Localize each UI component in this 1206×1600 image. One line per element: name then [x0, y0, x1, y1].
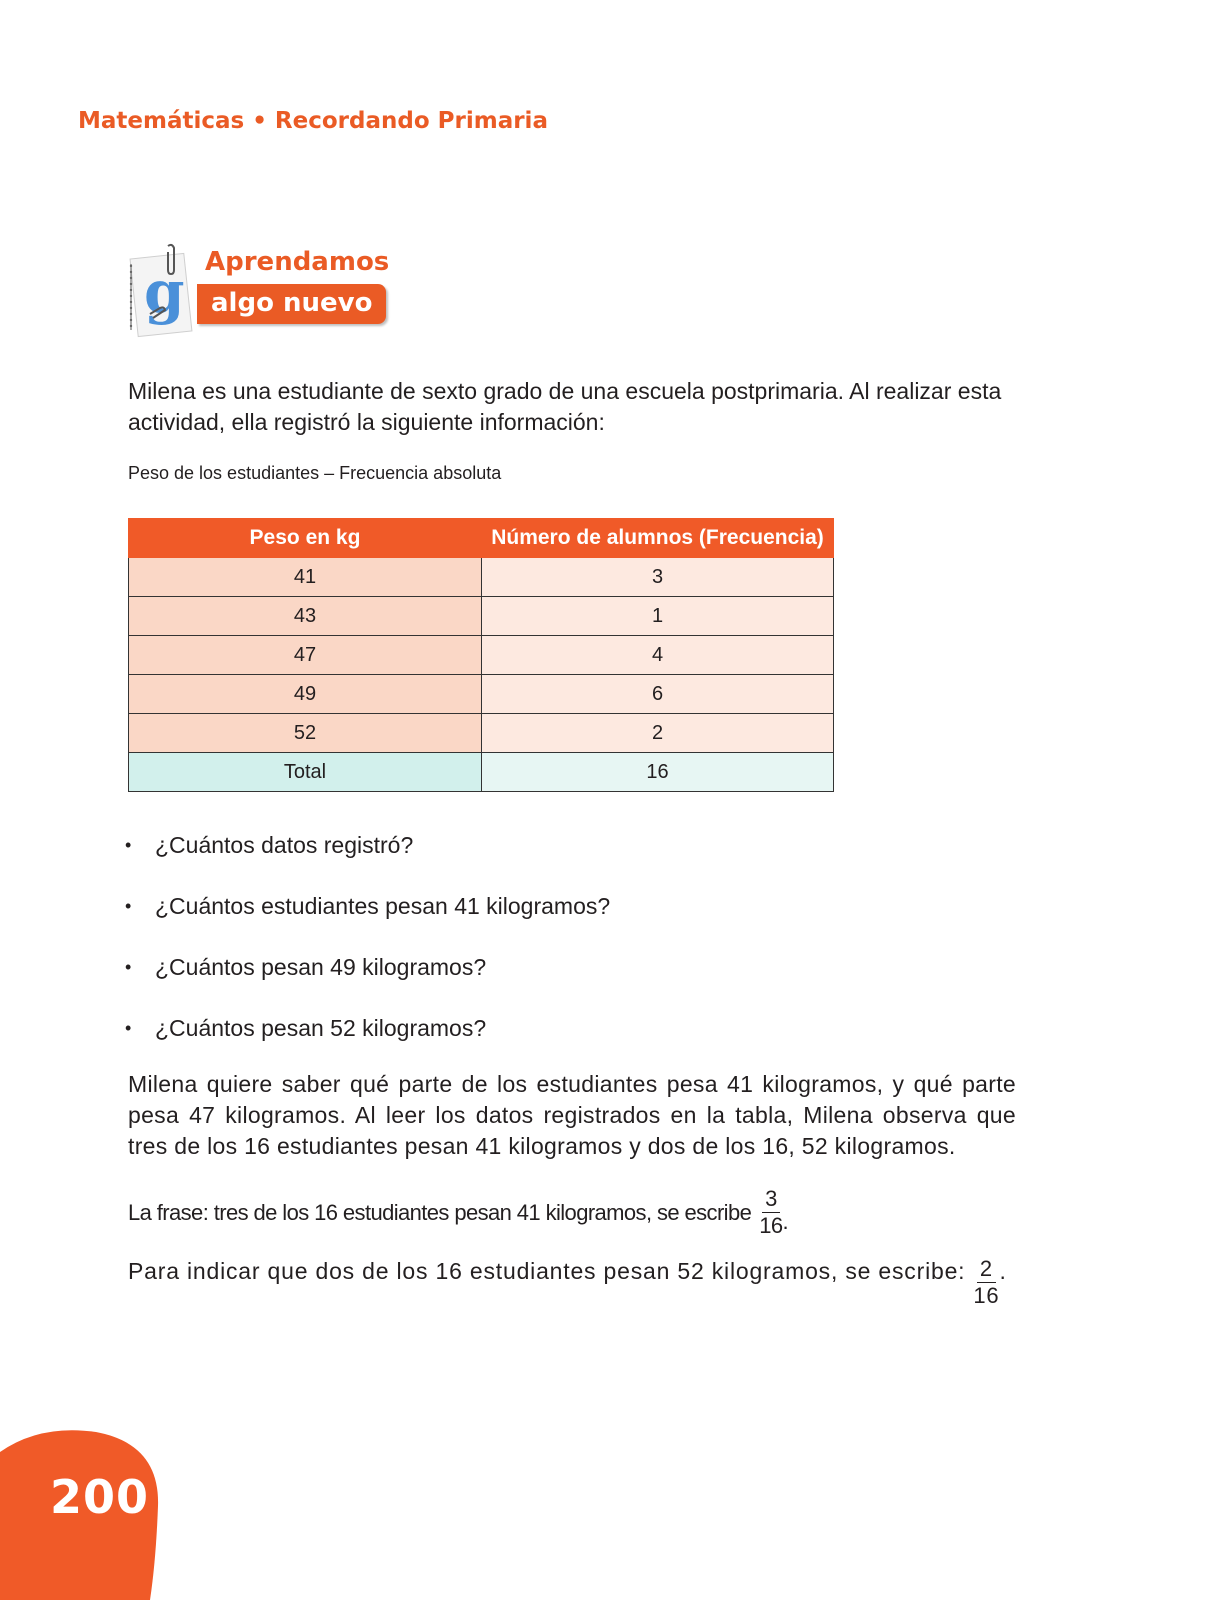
column-header: Número de alumnos (Frecuencia) — [482, 519, 834, 558]
question-text: ¿Cuántos pesan 49 kilogramos? — [155, 954, 487, 980]
fraction-denominator: 16 — [973, 1283, 1000, 1308]
weight-cell: 52 — [129, 714, 482, 753]
section-subtitle-badge: algo nuevo — [197, 284, 386, 324]
fraction — [759, 1186, 782, 1239]
intro-text: Milena es una estudiante de sexto grado de una escuela postprimaria. Al realizar esta actividad, ella registró la siguiente información: — [128, 378, 1002, 435]
table-row — [129, 714, 834, 753]
fraction-sentence-1 — [128, 1186, 788, 1239]
column-header: Peso en kg — [129, 519, 482, 558]
table-caption: Peso de los estudiantes – Frecuencia absoluta — [128, 463, 502, 483]
sentence-text: Para indicar que dos de los 16 estudiantes pesan 52 kilogramos, se escribe: — [128, 1258, 966, 1284]
frequency-cell: 6 — [482, 675, 834, 714]
section-title: Aprendamos — [205, 247, 390, 277]
bullet-icon: • — [125, 896, 132, 916]
table-row — [129, 597, 834, 636]
fraction-denominator: 16 — [759, 1213, 783, 1238]
bullet-icon: • — [125, 835, 132, 855]
sentence-end: . — [782, 1209, 789, 1234]
sentence-text: La frase: tres de los 16 estudiantes pesan 41 kilogramos, se escribe — [128, 1199, 752, 1225]
frequency-cell: 2 — [482, 714, 834, 753]
page-number: 200 — [50, 1470, 150, 1524]
notebook-letter-g-icon — [128, 242, 198, 338]
list-item — [125, 1013, 610, 1074]
bullet-icon: • — [125, 1018, 132, 1038]
frequency-cell: 3 — [482, 558, 834, 597]
table-total-row — [129, 753, 834, 792]
fraction-numerator: 2 — [977, 1256, 996, 1283]
table-header-row — [129, 519, 834, 558]
list-item — [125, 952, 610, 1013]
question-list — [125, 830, 610, 1074]
fraction — [973, 1256, 999, 1309]
page-header: Matemáticas • Recordando Primaria — [78, 108, 548, 134]
question-text: ¿Cuántos datos registró? — [155, 832, 414, 858]
question-text: ¿Cuántos estudiantes pesan 41 kilogramos? — [155, 893, 611, 919]
frequency-cell: 4 — [482, 636, 834, 675]
table-row — [129, 675, 834, 714]
frequency-cell: 1 — [482, 597, 834, 636]
question-text: ¿Cuántos pesan 52 kilogramos? — [155, 1015, 487, 1041]
explanation-paragraph: Milena quiere saber qué parte de los estudiantes pesa 41 kilogramos, y qué parte pesa 47 kilogramos. Al leer los datos registrados en la tabla, Milena observa que tres de los 16 estudiantes pesan 41 kilogramos y dos de los 16, 52 kilogramos. — [128, 1071, 1016, 1159]
list-item — [125, 830, 610, 891]
weight-cell: 43 — [129, 597, 482, 636]
fraction-sentence-2 — [128, 1256, 1007, 1309]
table-row — [129, 636, 834, 675]
frequency-table — [128, 518, 834, 792]
bullet-icon: • — [125, 957, 132, 977]
sentence-end: . — [999, 1258, 1007, 1284]
total-label-cell: Total — [129, 753, 482, 792]
weight-cell: 47 — [129, 636, 482, 675]
list-item — [125, 891, 610, 952]
svg-text:g: g — [144, 258, 185, 326]
table-row — [129, 558, 834, 597]
weight-cell: 41 — [129, 558, 482, 597]
weight-cell: 49 — [129, 675, 482, 714]
total-value-cell: 16 — [482, 753, 834, 792]
fraction-numerator: 3 — [762, 1186, 780, 1213]
